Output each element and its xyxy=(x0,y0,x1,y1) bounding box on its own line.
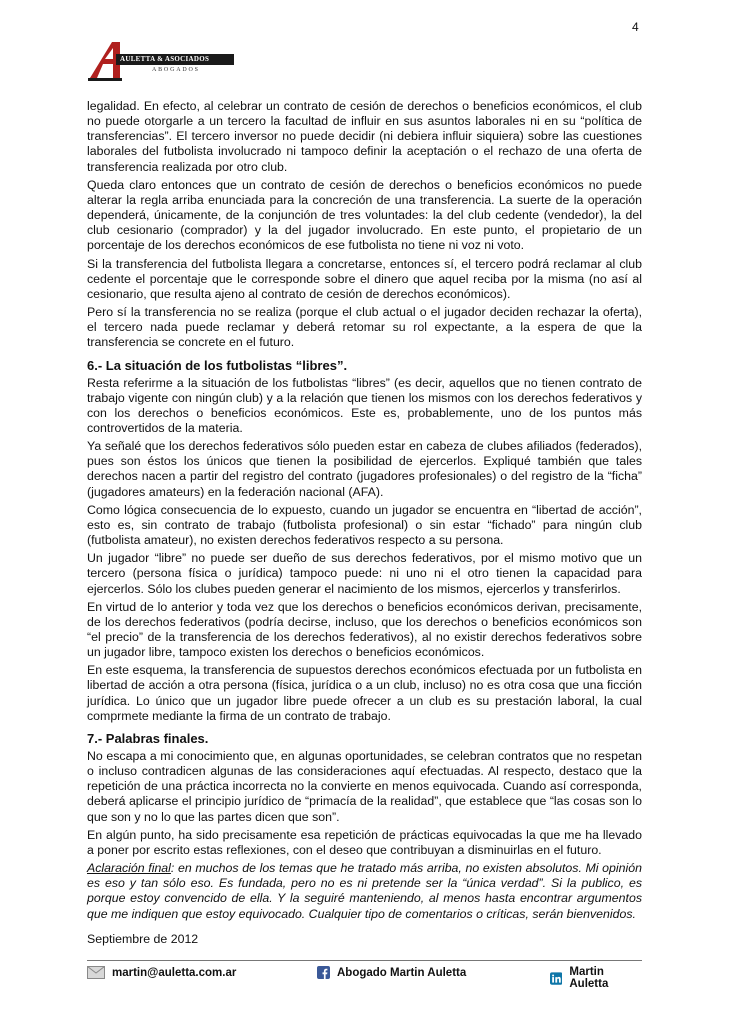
document-body xyxy=(87,99,642,950)
section-heading-6: 6.- La situación de los futbolistas “libres”. xyxy=(87,357,348,373)
paragraph: Si la transferencia del futbolista llegara a concretarse, entonces sí, el tercero podrá reclamar al club cedente el porcentaje que le corresponde sobre el dinero que aquel reciba por la misma (no así al cesionario, que resulta ajeno al contrato de cesión de derechos económicos). xyxy=(87,256,642,301)
email-address[interactable]: martin@auletta.com.ar xyxy=(112,966,237,979)
paragraph: En este esquema, la transferencia de supuestos derechos económicos efectuada por un futbolista en libertad de acción a otra persona (física, jurídica o a un club, incluso) no es otra cosa que una ficción jurídica. Lo único que un jugador libre puede ofrecer a un club es su prestación laboral, la cual comprmete mediante la firma de un contrato de trabajo. xyxy=(87,663,642,723)
paragraph: Como lógica consecuencia de lo expuesto, cuando un jugador se encuentra en “libertad de acción”, esto es, sin contrato de trabajo (futbolista profesional) o sin estar “fichado” para ningún club (futbolista amateur), no existen derechos federativos respecto a su persona. xyxy=(87,502,642,548)
email-icon xyxy=(87,966,105,979)
final-note-text: : en muchos de los temas que he tratado más arriba, no existen absolutos. Mi opinión es eso y tan sólo eso. Es fundada, pero no es ni pretende ser la “única verdad”. Si la publico, es porque estoy convencido de ella. Y la seguiré manteniendo, al menos hasta encontrar argumentos que me indiquen que estoy equivocado. Cualquier tipo de comentarios o críticas, serán bienvenidos. xyxy=(87,861,642,921)
paragraph: Ya señalé que los derechos federativos sólo pueden estar en cabeza de clubes afiliados (federados), pues son éstos los únicos que tienen la posibilidad de ejercerlos. Expliqué también que tales derechos nacen a partir del registro del contrato (jugadores profesionales) o del registro de la “ficha” (jugadores amateurs) en la federación nacional (AFA). xyxy=(87,439,642,499)
document-date: Septiembre de 2012 xyxy=(87,931,199,946)
paragraph: Resta referirme a la situación de los futbolistas “libres” (es decir, aquellos que no tienen contrato de trabajo vigente con ningún club) y a la relación que tienen los mismos con los derechos federativos y con los derechos o beneficios económicos. Este es, probablemente, uno de los puntos más controvertidos de la materia. xyxy=(87,375,642,435)
footer-facebook[interactable] xyxy=(317,966,466,979)
paragraph: Un jugador “libre” no puede ser dueño de sus derechos federativos, por el mismo motivo que un tercero (persona física o jurídica) tampoco puede: ni uno ni el otro tienen la capacidad para ejercerlos. Sólo los clubes pueden generar el nacimiento de los mismos, ejercerlos y transferirlos. xyxy=(87,551,642,596)
firm-logo xyxy=(88,40,238,82)
linkedin-name[interactable]: Martin Auletta xyxy=(569,966,609,990)
footer xyxy=(87,966,642,990)
page-number: 4 xyxy=(632,20,639,34)
facebook-name[interactable]: Abogado Martin Auletta xyxy=(337,966,467,979)
footer-divider xyxy=(87,960,642,961)
final-note xyxy=(87,861,642,922)
paragraph: En virtud de lo anterior y toda vez que los derechos o beneficios económicos derivan, precisamente, de los derechos federativos (podría decirse, incluso, que los derechos o beneficios económicos son “el precio” de la transferencia de los derechos federativos), al no existir derechos federativos sobre un jugador libre, tampoco existen los derechos o beneficios económicos. xyxy=(87,599,642,660)
paragraph: legalidad. En efecto, al celebrar un contrato de cesión de derechos o beneficios económicos, el club no puede otorgarle a un tercero la facultad de influir en sus asuntos laborales ni en su “política de transferencias”. El tercero inversor no puede decidir (ni debiera influir siquiera) sobre las cuestiones laborales del futbolista involucrado ni tampoco definir la aceptación o el rechazo de una oferta de transferencia realizada por otro club. xyxy=(87,99,642,174)
paragraph: No escapa a mi conocimiento que, en algunas oportunidades, se celebran contratos que no respetan o incluso contradicen algunas de las consideraciones aquí efectuadas. Al respecto, destaco que la repetición de una práctica incorrecta no la convierte en menos equivocada. Cuando así corresponda, deberá aplicarse el principio jurídico de “primacía de la realidad”, que establece que “las cosas son lo que son y no lo que las partes dicen que son”. xyxy=(87,748,642,824)
footer-linkedin[interactable] xyxy=(550,966,642,990)
facebook-icon xyxy=(317,966,330,979)
paragraph: Pero sí la transferencia no se realiza (porque el club actual o el jugador deciden rechazar la oferta), el tercero nada puede reclamar y deberá retomar su rol expectante, a la espera de que la transferencia se concrete en el futuro. xyxy=(87,305,642,350)
logo-firm-name: AULETTA & ASOCIADOS xyxy=(116,54,234,65)
linkedin-icon xyxy=(550,972,562,985)
paragraph: Queda claro entonces que un contrato de cesión de derechos o beneficios económicos no puede alterar la regla arriba enunciada para la concreción de una transferencia. La suerte de la operación dependerá, únicamente, de la conjunción de tres voluntades: la del club cedente (vendedor), la del club cesionario (comprador) y la del jugador involucrado. En este punto, el propietario de un porcentaje de los derechos económicos de ese futbolista no tiene ni voz ni voto. xyxy=(87,177,642,253)
section-heading-7: 7.- Palabras finales. xyxy=(87,730,209,746)
logo-subtitle: ABOGADOS xyxy=(152,67,200,73)
footer-email[interactable] xyxy=(87,966,236,979)
final-note-label: Aclaración final xyxy=(87,861,171,876)
paragraph: En algún punto, ha sido precisamente esa repetición de prácticas equivocadas la que me ha llevado a poner por escrito estas reflexiones, con el deseo que contribuyan a disminuirlas en el futuro. xyxy=(87,827,642,857)
